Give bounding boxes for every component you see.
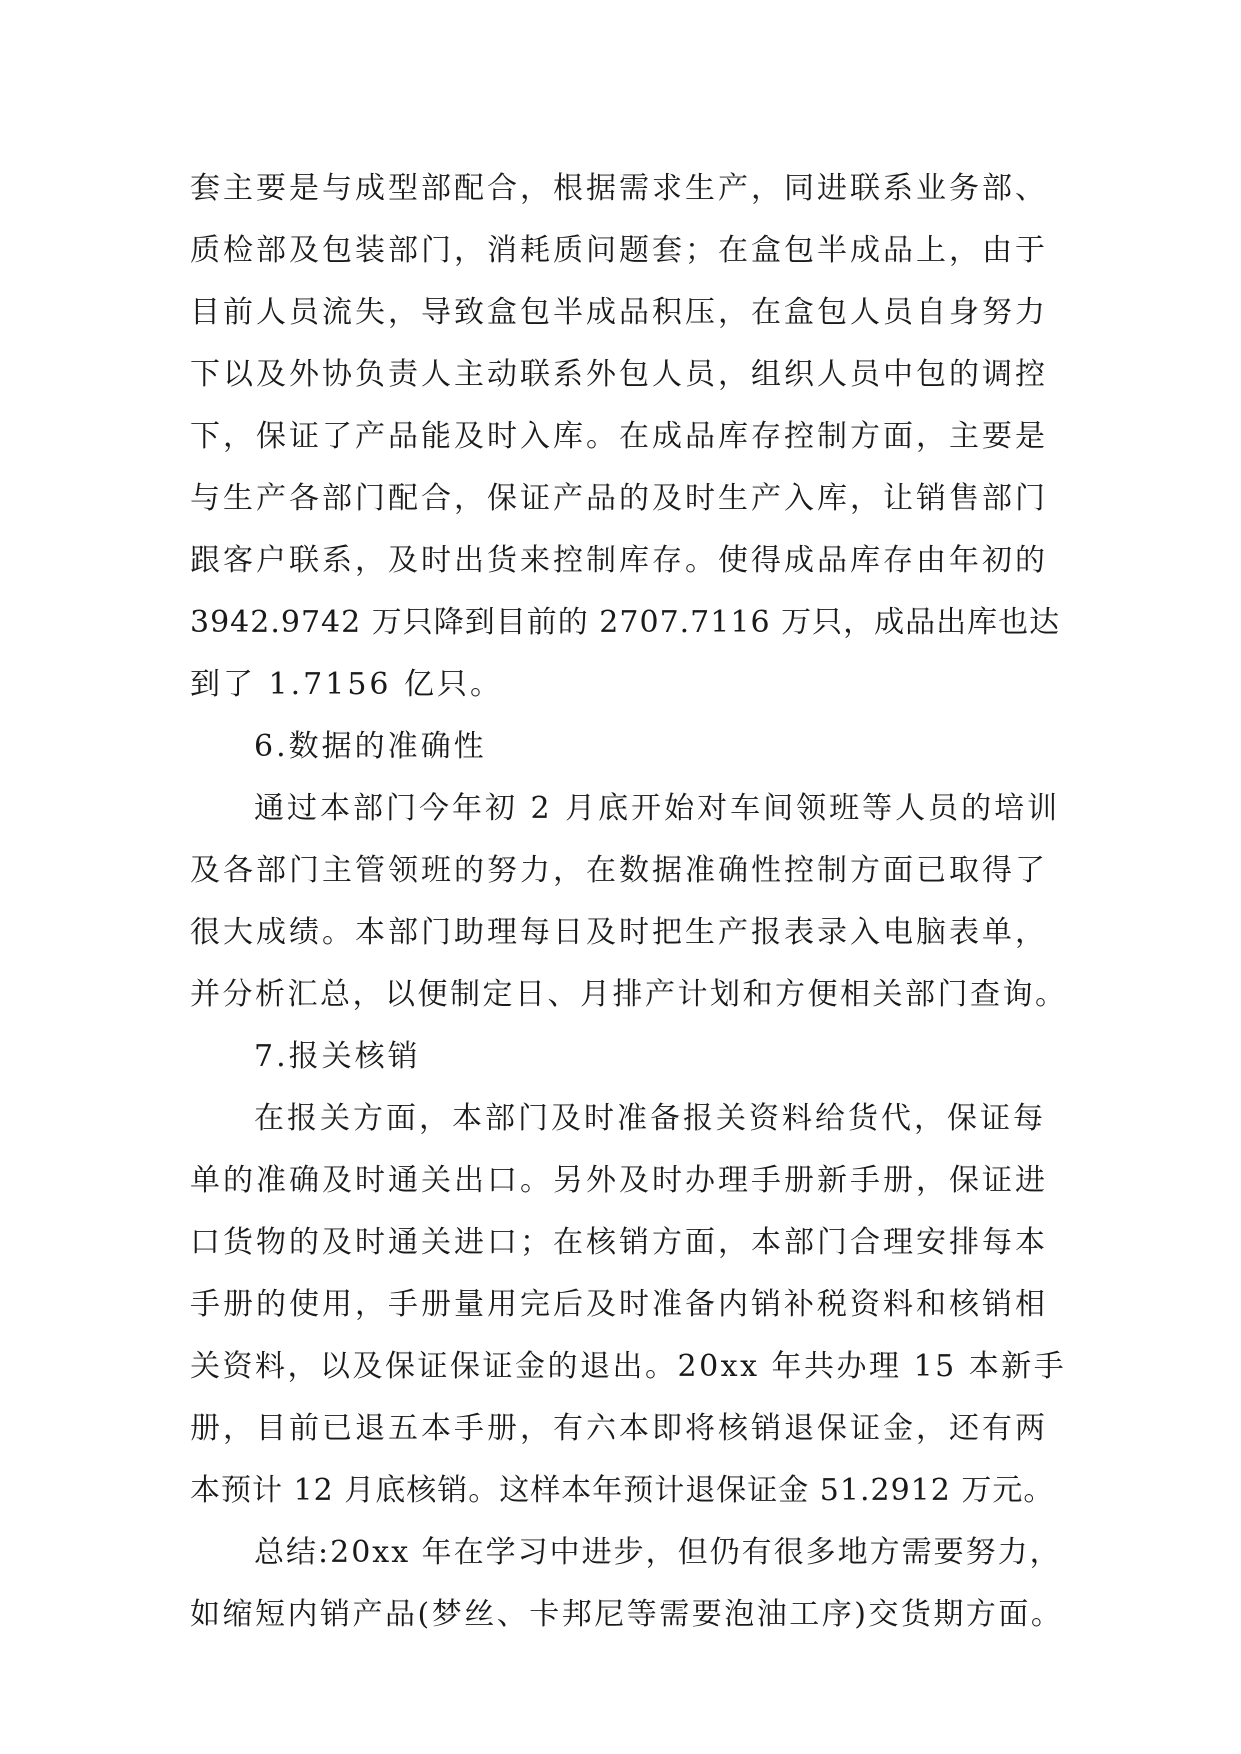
text-line: 口货物的及时通关进口；在核销方面，本部门合理安排每本 bbox=[190, 1225, 1048, 1260]
text-line: 如缩短内销产品(梦丝、卡邦尼等需要泡油工序)交货期方面。 bbox=[190, 1597, 1064, 1632]
text-line: 总结:20xx 年在学习中进步，但仍有很多地方需要努力， bbox=[254, 1535, 1062, 1570]
text-line: 3942.9742 万只降到目前的 2707.7116 万只，成品出库也达 bbox=[190, 605, 1061, 640]
text-line: 质检部及包装部门，消耗质问题套；在盒包半成品上，由于 bbox=[190, 233, 1048, 268]
text-line: 到了 1.7156 亿只。 bbox=[190, 667, 504, 702]
text-line: 与生产各部门配合，保证产品的及时生产入库，让销售部门 bbox=[190, 481, 1048, 516]
text-line: 下以及外协负责人主动联系外包人员，组织人员中包的调控 bbox=[190, 357, 1048, 392]
text-line: 6.数据的准确性 bbox=[254, 729, 487, 764]
text-line: 通过本部门今年初 2 月底开始对车间领班等人员的培训 bbox=[254, 791, 1061, 826]
text-line: 在报关方面，本部门及时准备报关资料给货代，保证每 bbox=[254, 1101, 1046, 1136]
text-line: 很大成绩。本部门助理每日及时把生产报表录入电脑表单， bbox=[190, 915, 1048, 950]
text-line: 下，保证了产品能及时入库。在成品库存控制方面，主要是 bbox=[190, 419, 1048, 454]
text-line: 单的准确及时通关出口。另外及时办理手册新手册，保证进 bbox=[190, 1163, 1048, 1198]
text-line: 并分析汇总，以便制定日、月排产计划和方便相关部门查询。 bbox=[190, 977, 1068, 1012]
text-line: 跟客户联系，及时出货来控制库存。使得成品库存由年初的 bbox=[190, 543, 1048, 578]
text-line: 关资料，以及保证保证金的退出。20xx 年共办理 15 本新手 bbox=[190, 1349, 1067, 1384]
text-line: 本预计 12 月底核销。这样本年预计退保证金 51.2912 万元。 bbox=[190, 1473, 1055, 1508]
text-line: 套主要是与成型部配合，根据需求生产，同进联系业务部、 bbox=[190, 171, 1048, 206]
text-line: 手册的使用，手册量用完后及时准备内销补税资料和核销相 bbox=[190, 1287, 1048, 1322]
body-text bbox=[190, 158, 1070, 1646]
text-line: 7.报关核销 bbox=[254, 1039, 421, 1074]
text-line: 目前人员流失，导致盒包半成品积压，在盒包人员自身努力 bbox=[190, 295, 1048, 330]
text-line: 册，目前已退五本手册，有六本即将核销退保证金，还有两 bbox=[190, 1411, 1048, 1446]
text-line: 及各部门主管领班的努力，在数据准确性控制方面已取得了 bbox=[190, 853, 1048, 888]
